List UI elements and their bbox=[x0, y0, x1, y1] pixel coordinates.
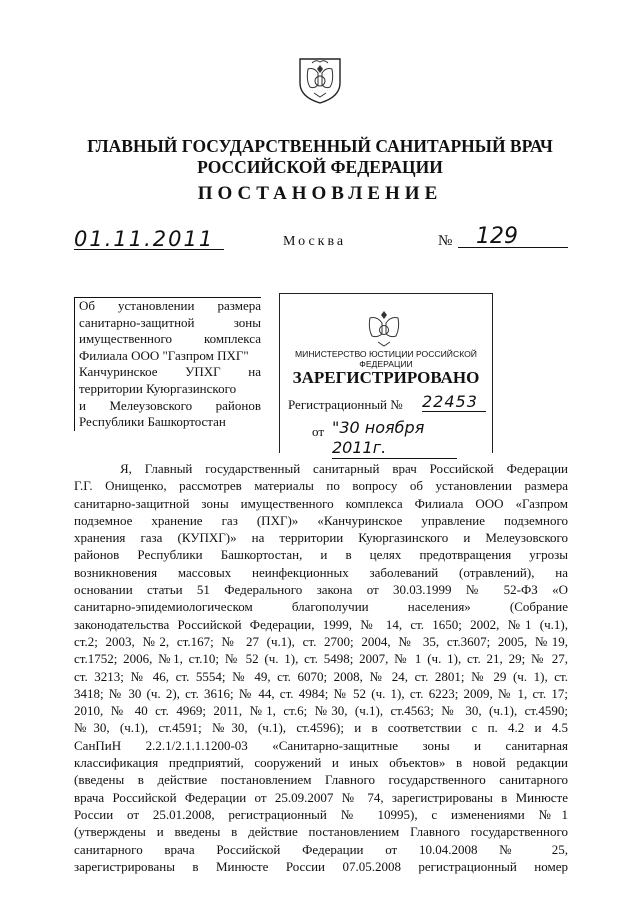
decree-number-handwritten: 129 bbox=[458, 226, 568, 248]
stamp-reg-label: Регистрационный № bbox=[288, 397, 403, 412]
body-line: основании статьи 51 Федерального закона от 30.03.1999 № 52-ФЗ «О bbox=[74, 582, 568, 598]
authority-line-1: ГЛАВНЫЙ ГОСУДАРСТВЕННЫЙ САНИТАРНЫЙ ВРАЧ bbox=[87, 136, 553, 156]
subject-line: территории Куюргазинского bbox=[79, 380, 237, 396]
decree-date-handwritten: 01.11.2011 bbox=[74, 229, 224, 250]
body-line: санитарно-защитной зоны имущественного комплекса Филиала ООО «Газпром bbox=[74, 495, 568, 511]
stamp-date: "30 ноября 2011г. bbox=[332, 418, 457, 459]
body-line: хранения газа (КУПХГ)» на территории Куюргазинского и Мелеузовского bbox=[74, 530, 568, 546]
subject-line: Об установлении размера bbox=[79, 298, 261, 313]
body-line: Г.Г. Онищенко, рассмотрев материалы по вопросу об установлении размера bbox=[74, 478, 568, 494]
decree-subject bbox=[74, 297, 261, 431]
decree-body bbox=[74, 460, 568, 875]
city-label: Москва bbox=[283, 234, 347, 249]
body-line: районов Республики Башкортостан, и в целях предотвращения угрозы bbox=[74, 547, 568, 563]
body-line: (утверждены и введены в действие постановлением Главного государственного bbox=[74, 824, 568, 840]
number-sign: № bbox=[438, 233, 453, 249]
body-line: ст. 3213; № 46, ст. 5554; № 49, ст. 6070; 2008, № 24, ст. 2801; № 29 (ч. 1), ст. bbox=[74, 668, 568, 684]
body-line: СанПиН 2.2.1/2.1.1.1200-03 «Санитарно-защитные зоны и санитарная bbox=[74, 737, 568, 753]
body-line: 3418; № 30 (ч. 2), ст. 3616; № 44, ст. 4984; № 52 (ч. 1), ст. 6223; 2009, № 1, ст. 17; bbox=[74, 685, 568, 701]
subject-line: Республики Башкортостан bbox=[79, 414, 226, 430]
subject-line: Филиала ООО "Газпром ПХГ" bbox=[79, 347, 249, 363]
body-line: №30, (ч.1), ст.4591; №30, (ч.1), ст.4596); и в соответствии с п. 4.2 и 4.5 bbox=[74, 720, 568, 736]
body-line: Я, Главный государственный санитарный врач Российской Федерации bbox=[120, 461, 568, 476]
issuing-authority bbox=[60, 136, 580, 178]
body-line: врача Российской Федерации от 25.09.2007 № 74, зарегистрированы в Минюсте bbox=[74, 789, 568, 805]
body-line: санитарного врача Российской Федерации от 10.04.2008 № 25, bbox=[74, 841, 568, 857]
body-line: зарегистрированы в Минюсте России 07.05.2008 регистрационный номер bbox=[74, 858, 568, 874]
body-line: России от 25.01.2008, регистрационный № 10995), с изменениями №1 bbox=[74, 806, 568, 822]
stamp-registered: ЗАРЕГИСТРИРОВАНО bbox=[292, 368, 480, 387]
subject-line: санитарно-защитной зоны bbox=[79, 314, 261, 330]
stamp-from-label: от bbox=[312, 424, 325, 439]
document-type-title: ПОСТАНОВЛЕНИЕ bbox=[197, 183, 443, 204]
body-line: санитарно-эпидемиологическом благополучии населения» (Собрание bbox=[74, 599, 568, 615]
registration-stamp bbox=[279, 293, 493, 457]
stamp-ministry: МИНИСТЕРСТВО ЮСТИЦИИ РОССИЙСКОЙ ФЕДЕРАЦИИ bbox=[295, 349, 477, 369]
body-line: возникновения массовых неинфекционных заболеваний (отравлений), на bbox=[74, 564, 568, 580]
body-line: 2010, № 40 ст. 4969; 2011, №1, ст.6; №30, (ч.1), ст.4563; № 30, (ч.1), ст.4590; bbox=[74, 703, 568, 719]
body-line: подземное хранение газ (ПХГ)» «Канчуринское управление подземного bbox=[74, 512, 568, 528]
body-line: ст.1752; 2006, №1, ст.10; № 52 (ч. 1), ст. 5498; 2007, № 1 (ч. 1), ст. 21, 29; № 27, bbox=[74, 651, 568, 667]
body-line: классификация предприятий, сооружений и иных объектов» в новой редакции bbox=[74, 755, 568, 771]
stamp-reg-number: 22453 bbox=[422, 393, 486, 412]
body-line: (введены в действие постановлением Главного государственного санитарного bbox=[74, 772, 568, 788]
stamp-emblem-icon bbox=[362, 306, 406, 350]
authority-line-2: РОССИЙСКОЙ ФЕДЕРАЦИИ bbox=[197, 157, 443, 177]
coat-of-arms-emblem bbox=[294, 53, 346, 105]
subject-line: имущественного комплекса bbox=[79, 331, 261, 347]
body-line: законодательства Российской Федерации, 1999, № 14, ст. 1650; 2002, №1 (ч.1), bbox=[74, 616, 568, 632]
subject-line: Канчуринское УПХГ на bbox=[79, 364, 261, 380]
body-line: ст.2; 2003, №2, ст.167; № 27 (ч.1), ст. 2700; 2004, № 35, ст.3607; 2005, №19, bbox=[74, 633, 568, 649]
subject-line: и Мелеузовского районов bbox=[79, 397, 261, 413]
